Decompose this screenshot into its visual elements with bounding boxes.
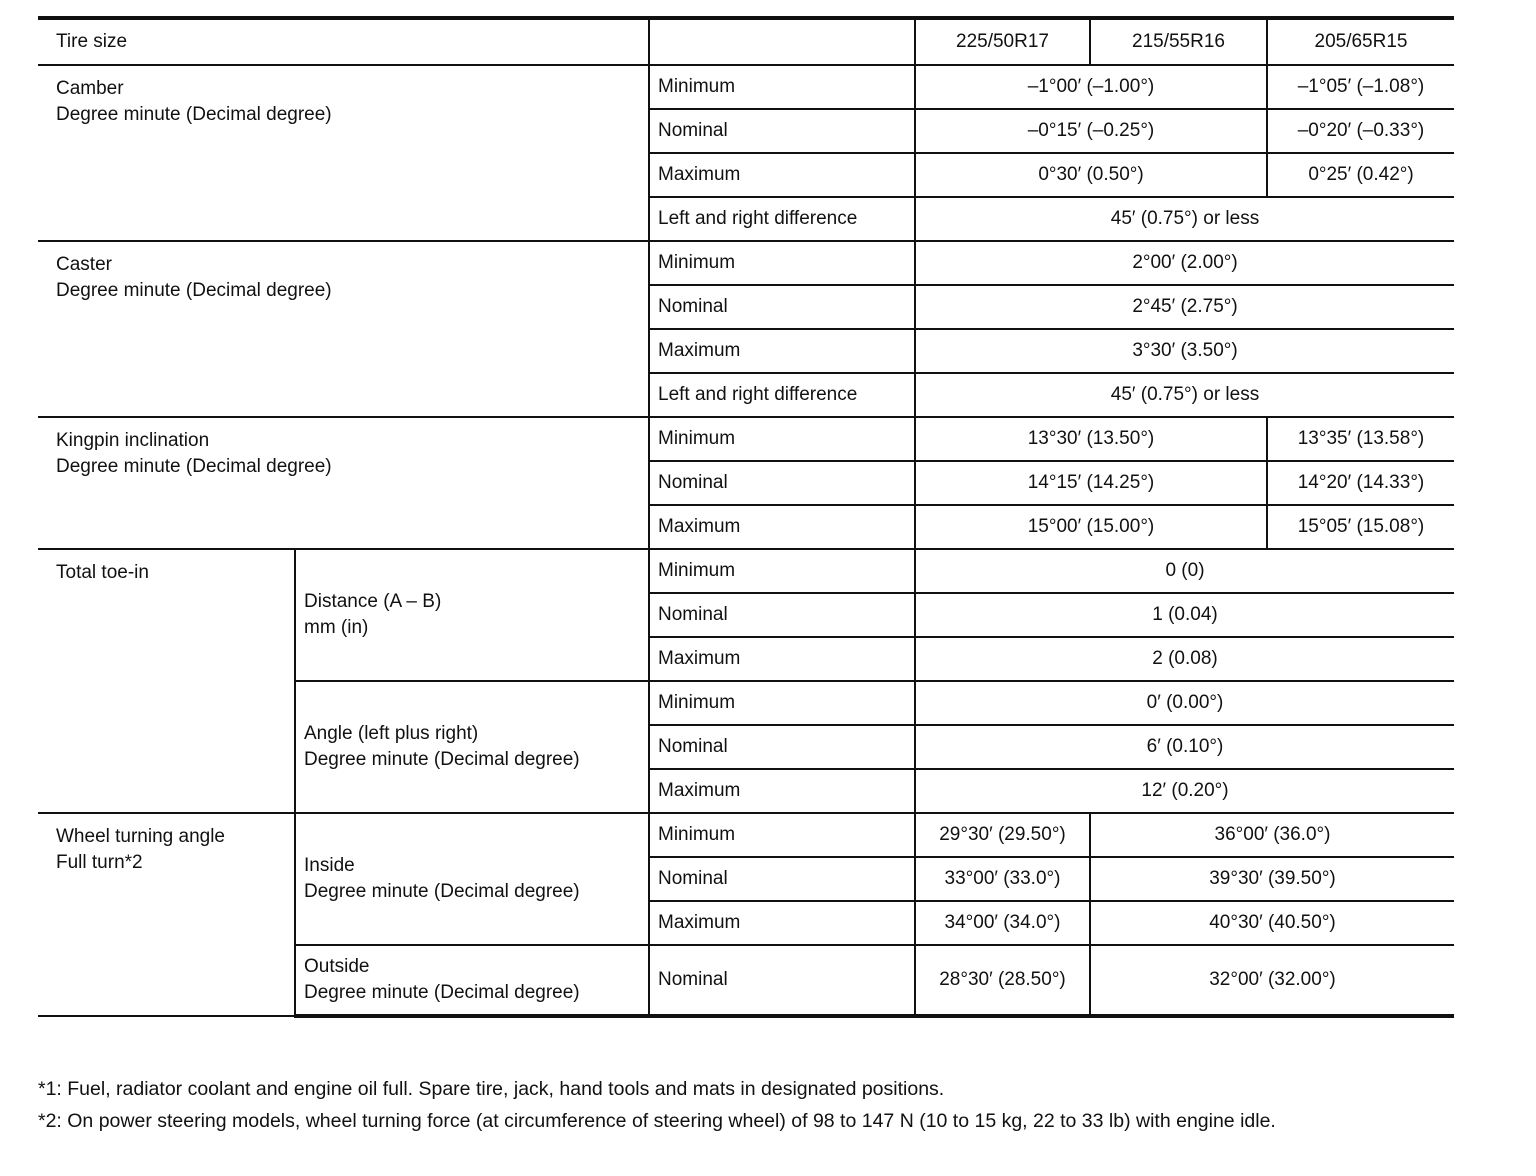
outside-unit: Degree minute (Decimal degree) <box>304 982 580 1003</box>
value-cell: –0°15′ (–0.25°) <box>915 109 1267 153</box>
row-label: Minimum <box>649 65 915 109</box>
header-blank <box>649 18 915 65</box>
value-cell: 0 (0) <box>915 549 1454 593</box>
size-215-55r16: 215/55R16 <box>1090 18 1267 65</box>
kingpin-unit: Degree minute (Decimal degree) <box>56 456 332 477</box>
row-label: Minimum <box>649 681 915 725</box>
footnote-2: *2: On power steering models, wheel turning force (at circumference of steering wheel) of 98 to 147 N (10 to 15 kg, 22 to 33 lb) with engine idle. <box>38 1110 1276 1132</box>
toe-angle-heading <box>295 681 649 813</box>
value-cell: 28°30′ (28.50°) <box>915 945 1090 1016</box>
caster-heading <box>38 241 649 417</box>
value-cell: 14°15′ (14.25°) <box>915 461 1267 505</box>
inside-heading <box>295 813 649 945</box>
toe-angle-unit: Degree minute (Decimal degree) <box>304 749 580 770</box>
value-cell: 2°00′ (2.00°) <box>915 241 1454 285</box>
row-label: Maximum <box>649 901 915 945</box>
value-cell: 14°20′ (14.33°) <box>1267 461 1454 505</box>
inside-title: Inside <box>304 855 355 876</box>
inside-unit: Degree minute (Decimal degree) <box>304 881 580 902</box>
value-cell: 36°00′ (36.0°) <box>1090 813 1454 857</box>
value-cell: 13°35′ (13.58°) <box>1267 417 1454 461</box>
row-label: Nominal <box>649 285 915 329</box>
outside-heading <box>295 945 649 1016</box>
footnote-1: *1: Fuel, radiator coolant and engine oil full. Spare tire, jack, hand tools and mats in designated positions. <box>38 1078 945 1100</box>
row-label: Nominal <box>649 857 915 901</box>
footnotes <box>38 1076 1454 1140</box>
size-205-65r15: 205/65R15 <box>1267 18 1454 65</box>
header-row <box>38 18 1454 65</box>
value-cell: 0°30′ (0.50°) <box>915 153 1267 197</box>
table-row <box>38 241 1454 285</box>
camber-title: Camber <box>56 78 124 99</box>
value-cell: 40°30′ (40.50°) <box>1090 901 1454 945</box>
row-label: Minimum <box>649 549 915 593</box>
outside-title: Outside <box>304 956 370 977</box>
row-label: Left and right difference <box>649 197 915 241</box>
row-label: Maximum <box>649 329 915 373</box>
row-label: Nominal <box>649 461 915 505</box>
row-label: Maximum <box>649 153 915 197</box>
toe-distance-unit: mm (in) <box>304 617 369 638</box>
value-cell: 34°00′ (34.0°) <box>915 901 1090 945</box>
value-cell: 33°00′ (33.0°) <box>915 857 1090 901</box>
value-cell: 45′ (0.75°) or less <box>915 373 1454 417</box>
value-cell: 13°30′ (13.50°) <box>915 417 1267 461</box>
row-label: Nominal <box>649 945 915 1016</box>
alignment-spec-table <box>38 16 1454 1018</box>
kingpin-title: Kingpin inclination <box>56 430 210 451</box>
value-cell: 1 (0.04) <box>915 593 1454 637</box>
value-cell: 0°25′ (0.42°) <box>1267 153 1454 197</box>
camber-heading <box>38 65 649 241</box>
value-cell: 29°30′ (29.50°) <box>915 813 1090 857</box>
value-cell: 12′ (0.20°) <box>915 769 1454 813</box>
row-label: Minimum <box>649 813 915 857</box>
wheel-turning-subtitle: Full turn*2 <box>56 852 143 873</box>
value-cell: –1°05′ (–1.08°) <box>1267 65 1454 109</box>
size-225-50r17: 225/50R17 <box>915 18 1090 65</box>
value-cell: –0°20′ (–0.33°) <box>1267 109 1454 153</box>
row-label: Minimum <box>649 241 915 285</box>
row-label: Maximum <box>649 769 915 813</box>
toe-angle-title: Angle (left plus right) <box>304 723 479 744</box>
kingpin-heading <box>38 417 649 549</box>
tire-size-label: Tire size <box>38 18 649 65</box>
toe-distance-title: Distance (A – B) <box>304 591 442 612</box>
value-cell: 15°05′ (15.08°) <box>1267 505 1454 549</box>
value-cell: 32°00′ (32.00°) <box>1090 945 1454 1016</box>
row-label: Maximum <box>649 637 915 681</box>
value-cell: 6′ (0.10°) <box>915 725 1454 769</box>
row-label: Nominal <box>649 109 915 153</box>
toe-distance-heading <box>295 549 649 681</box>
row-label: Nominal <box>649 725 915 769</box>
row-label: Minimum <box>649 417 915 461</box>
table-row <box>38 549 1454 593</box>
caster-title: Caster <box>56 254 112 275</box>
toe-in-heading: Total toe-in <box>38 549 295 813</box>
wheel-turning-heading <box>38 813 295 1016</box>
value-cell: 39°30′ (39.50°) <box>1090 857 1454 901</box>
wheel-turning-title: Wheel turning angle <box>56 826 225 847</box>
row-label: Maximum <box>649 505 915 549</box>
value-cell: –1°00′ (–1.00°) <box>915 65 1267 109</box>
value-cell: 45′ (0.75°) or less <box>915 197 1454 241</box>
row-label: Nominal <box>649 593 915 637</box>
table-row <box>38 813 1454 857</box>
caster-unit: Degree minute (Decimal degree) <box>56 280 332 301</box>
value-cell: 0′ (0.00°) <box>915 681 1454 725</box>
table-row <box>38 417 1454 461</box>
value-cell: 2 (0.08) <box>915 637 1454 681</box>
table-row <box>38 65 1454 109</box>
value-cell: 15°00′ (15.00°) <box>915 505 1267 549</box>
value-cell: 2°45′ (2.75°) <box>915 285 1454 329</box>
camber-unit: Degree minute (Decimal degree) <box>56 104 332 125</box>
row-label: Left and right difference <box>649 373 915 417</box>
value-cell: 3°30′ (3.50°) <box>915 329 1454 373</box>
